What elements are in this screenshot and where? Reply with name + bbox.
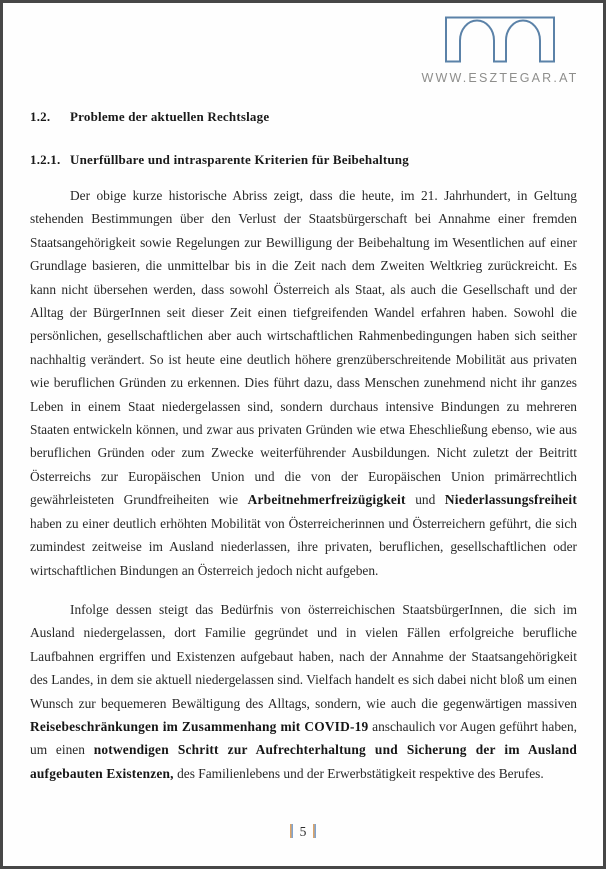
subsection-number: 1.2.1.: [30, 152, 61, 167]
paragraph-2-text: Infolge dessen steigt das Bedürfnis von österreichischen StaatsbürgerInnen, die sich im Ausland niedergelassen, dort Familie gegründet und in vielen Fällen erfolgreiche berufliche Laufbahnen ergriffen und Existenzen aufgebaut haben, nach der Annahme der Staatsangehörigkeit des Landes, in dem sie aktuell niedergelassen sind. Vielfach handelt es sich dabei nicht bloß um einen Wunsch zur bequemeren Bewältigung des Alltags, sondern, wie auch die gegenwärtigen massiven: [30, 601, 577, 711]
paragraph-2-bold-reisebeschraenkungen: Reisebeschränkungen im Zusammenhang mit COVID-19: [30, 718, 369, 734]
paragraph-2-bold-notwendiger-schritt: notwendigen Schritt zur Aufrechterhaltung und Sicherung der im Ausland aufgebauten Existenzen,: [30, 742, 577, 781]
paragraph-1-bold-arbeitnehmerfreizuegigkeit: Arbeitnehmerfreizügigkeit: [247, 492, 406, 508]
page-number-value: 5: [299, 824, 307, 839]
paragraph-1-text: haben zu einer deutlich erhöhten Mobilität von Österreicherinnen und Österreichern geführt, die sich zumindest zeitweise im Ausland niederlassen, ihre privaten, beruflichen, gesellschaftlichen oder wirtschaftlichen Bindungen an Österreich jedoch nicht aufgeben.: [30, 515, 577, 578]
page-number-right-bar: [313, 824, 316, 838]
subsection-heading: [30, 152, 577, 168]
paragraph-1-bold-niederlassungsfreiheit: Niederlassungsfreiheit: [444, 492, 578, 508]
section-title: Probleme der aktuellen Rechtslage: [70, 109, 270, 124]
logo-url-text: WWW.ESZTEGAR.AT: [421, 71, 579, 85]
section-number: 1.2.: [30, 109, 51, 124]
paragraph-1-text: und: [405, 492, 445, 508]
paragraph-2: [30, 598, 577, 785]
paragraph-1: [30, 184, 577, 582]
paragraph-1-text: Der obige kurze historische Abriss zeigt, dass die heute, im 21. Jahrhundert, in Geltung stehenden Bestimmungen über den Verlust der Staatsbürgerschaft bei Annahme einer fremden Staatsangehörigkeit sowie Regelungen zur Bewilligung der Beibehaltung im Wesentlichen auf einer Grundlage basieren, die unmittelbar bis in die Zeit nach dem Zweiten Weltkrieg zurückreicht. Es kann nicht übersehen werden, dass sowohl Österreich als Staat, als auch die Gesellschaft und der Alltag der BürgerInnen seit dieser Zeit einen tiefgreifenden Wandel erfahren haben. Sowohl die persönlichen, gesellschaftlichen aber auch wirtschaftlichen Rahmenbedingungen haben sich seither nachhaltig verändert. So ist heute eine deutlich höhere grenzüberschreitende Mobilität aus privaten wie beruflichen Gründen zu erkennen. Dies führt dazu, dass Menschen zunehmend nicht ihr ganzes Leben in einem Staat niedergelassen sind, sondern durchaus intensive Bindungen zu mehreren Staaten entwickeln können, und zwar aus privaten Gründen wie etwa Eheschließung ebenso, wie aus beruflichen Gründen oder zum Zwecke weiterführender Ausbildungen. Nicht zuletzt der Beitritt Österreichs zur Europäischen Union und die von der Europäischen Union primärrechtlich gewährleisteten Grundfreiheiten wie: [30, 188, 577, 508]
page-number-left-bar: [290, 824, 293, 838]
document-content: [30, 3, 577, 785]
paragraph-2-text: anschaulich vor Augen geführt haben, um einen: [30, 718, 577, 758]
paragraph-2-text: des Familienlebens und der Erwerbstätigkeit respektive des Berufes.: [173, 765, 544, 781]
section-heading: [30, 109, 577, 125]
subsection-title: Unerfüllbare und intrasparente Kriterien für Beibehaltung: [70, 152, 409, 167]
page-number: [3, 824, 603, 840]
